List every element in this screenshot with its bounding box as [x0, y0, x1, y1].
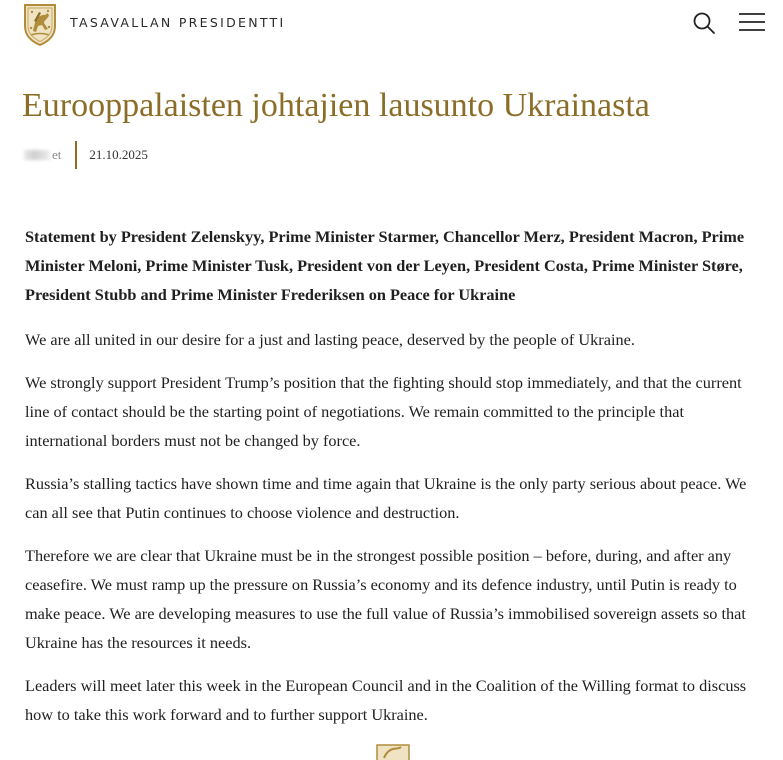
- hamburger-menu-icon[interactable]: [738, 12, 766, 32]
- article-paragraph: We strongly support President Trump’s position that the fighting should stop immediately, and that the current line of contact should be the starting point of negotiations. We remain committed to the principle that international borders must not be changed by force.: [25, 373, 742, 450]
- article-meta: [24, 142, 148, 168]
- article-date: 21.10.2025: [89, 147, 148, 162]
- redacted-category-text: [24, 150, 50, 160]
- meta-divider: [75, 141, 77, 169]
- article-lead-paragraph: Statement by President Zelenskyy, Prime Minister Starmer, Chancellor Merz, President Macron, Prime Minister Meloni, Prime Minister Tusk, President von der Leyen, President Costa, Prime Minister Støre, President Stubb and Prime Minister Frederiksen on Peace for Ukraine: [25, 227, 745, 304]
- search-icon[interactable]: [692, 11, 716, 35]
- article-body: [25, 222, 770, 743]
- article-paragraph: Russia’s stalling tactics have shown time and time again that Ukraine is the only party serious about peace. We can all see that Putin continues to choose violence and destruction.: [25, 474, 747, 522]
- coat-of-arms-icon[interactable]: [22, 2, 58, 46]
- page-title: Eurooppalaisten johtajien lausunto Ukrainasta: [22, 87, 650, 124]
- article-category[interactable]: et: [52, 147, 62, 162]
- article-paragraph: Leaders will meet later this week in the European Council and in the Coalition of the Willing format to discuss how to take this work forward and to further support Ukraine.: [25, 676, 747, 724]
- site-title[interactable]: TASAVALLAN PRESIDENTTI: [70, 15, 286, 30]
- article-paragraph: We are all united in our desire for a just and lasting peace, deserved by the people of Ukraine.: [25, 330, 635, 349]
- footer-coat-of-arms-icon: [376, 744, 410, 760]
- article-paragraph: Therefore we are clear that Ukraine must be in the strongest possible position – before, during, and after any ceasefire. We must ramp up the pressure on Russia’s economy and its defence industry, until Putin is ready to make peace. We are developing measures to use the full value of Russia’s immobilised sovereign assets so that Ukraine has the resources it needs.: [25, 546, 746, 652]
- site-header: [0, 0, 783, 48]
